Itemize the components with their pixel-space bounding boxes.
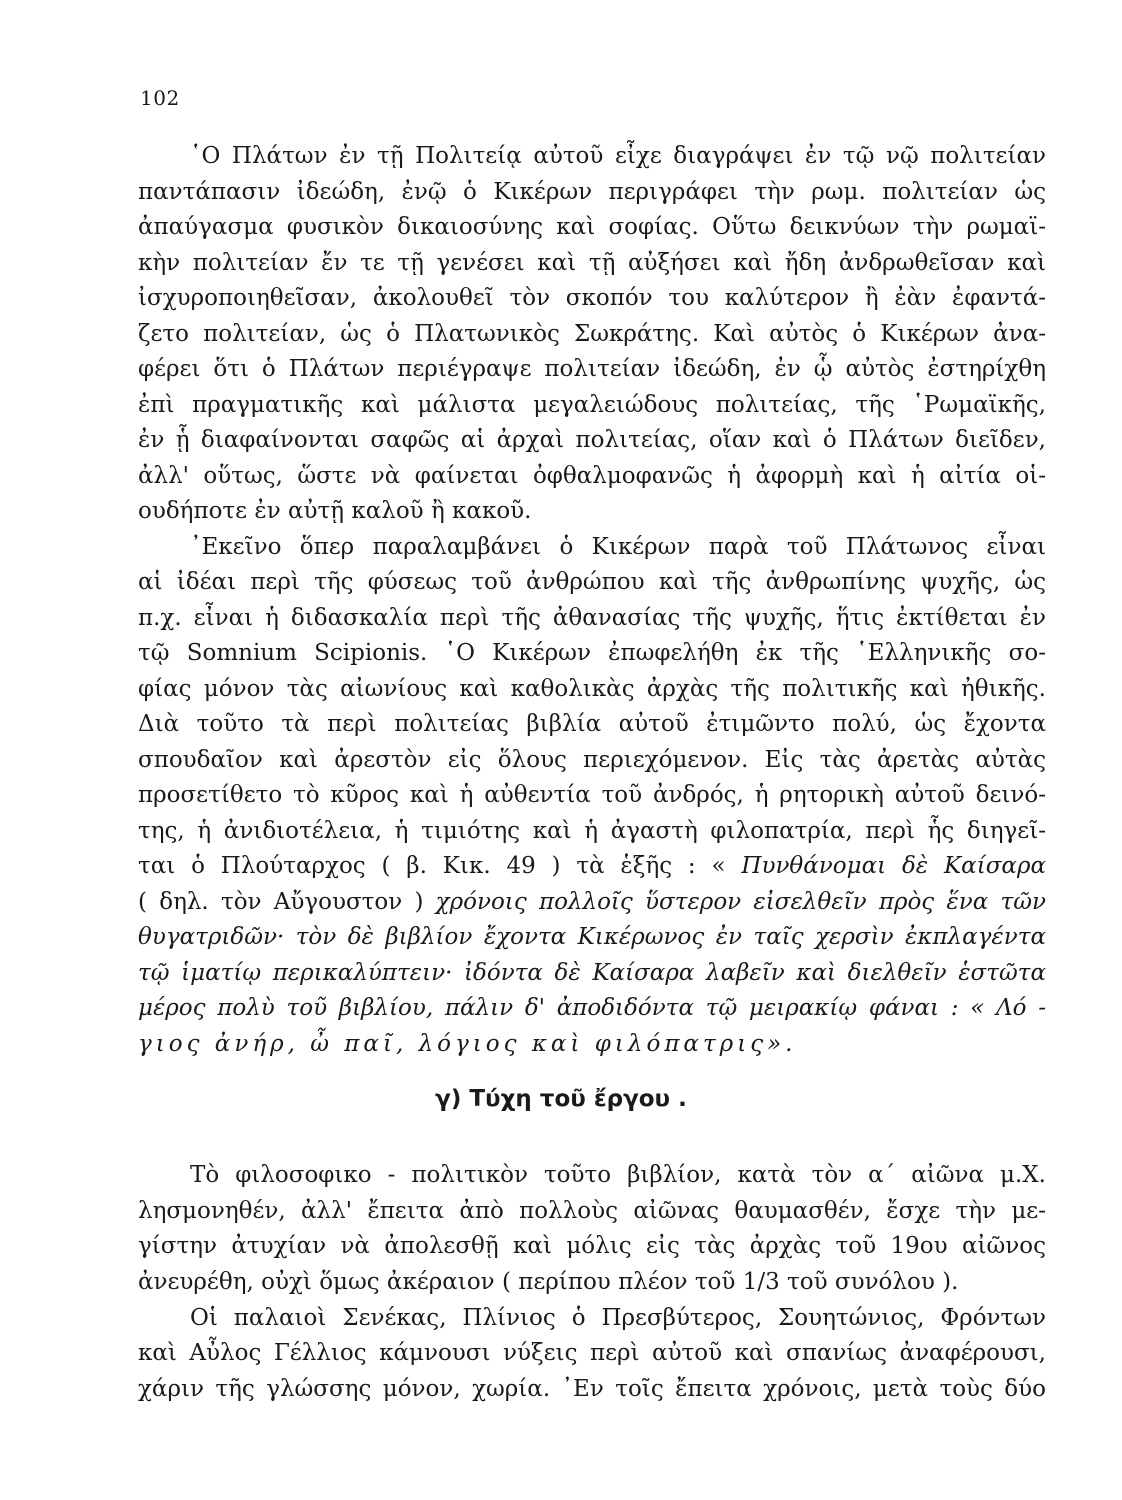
text-line: φέρει ὅτι ὁ Πλάτων περιέγραψε πολιτείαν ἰδεώδη, ἐν ᾧ αὐτὸς ἐστηρίχθη [138,356,1046,382]
text-line: Διὰ τοῦτο τὰ περὶ πολιτείας βιβλία αὐτοῦ ἐτιμῶντο πολύ, ὡς ἔχοντα [138,711,1046,737]
quote-segment: Πυνθάνομαι δὲ Καίσαρα [741,853,1046,879]
text-line: ζετο πολιτείαν, ὡς ὁ Πλατωνικὸς Σωκράτης. Καὶ αὐτὸς ὁ Κικέρων ἀνα- [138,321,1046,347]
text-line: ἐπὶ πραγματικῆς καὶ μάλιστα μεγαλειώδους πολιτείας, τῆς ῾Ρωμαϊκῆς, [138,392,1046,418]
text-line: ἀλλ' οὕτως, ὥστε νὰ φαίνεται ὀφθαλμοφανῶς ἡ ἀφορμὴ καὶ ἡ αἰτία οἱ- [138,463,1046,489]
text-line: προσετίθετο τὸ κῦρος καὶ ἡ αὐθεντία τοῦ ἀνδρός, ἡ ρητορικὴ αὐτοῦ δεινό- [138,782,1046,808]
text-line: κὴν πολιτείαν ἔν τε τῇ γενέσει καὶ τῇ αὐξήσει καὶ ἤδη ἀνδρωθεῖσαν καὶ [138,250,1046,276]
text-line: καὶ Αὖλος Γέλλιος κάμνουσι νύξεις περὶ αὐτοῦ καὶ σπανίως ἀναφέρουσι, [138,1340,1046,1366]
text-line: λησμονηθέν, ἀλλ' ἔπειτα ἀπὸ πολλοὺς αἰῶνας θαυμασθέν, ἔσχε τὴν με- [138,1198,1046,1224]
quote-line: μέρος πολὺ τοῦ βιβλίου, πάλιν δ' ἀποδιδόντα τῷ μειρακίῳ φάναι : « Λό - [138,995,1046,1021]
text-line: αἱ ἰδέαι περὶ τῆς φύσεως τοῦ ἀνθρώπου καὶ τῆς ἀνθρωπίνης ψυχῆς, ὡς [138,569,1046,595]
text-line-mixed [138,887,1046,917]
text-line: ἐν ᾗ διαφαίνονται σαφῶς αἱ ἀρχαὶ πολιτείας, οἵαν καὶ ὁ Πλάτων διεῖδεν, [138,427,1046,453]
text-segment: ται ὁ Πλούταρχος ( β. Κικ. 49 ) τὰ ἑξῆς : « [138,853,726,879]
text-line: χάριν τῆς γλώσσης μόνον, χωρία. ᾿Εν τοῖς ἔπειτα χρόνοις, μετὰ τοὺς δύο [138,1376,1046,1402]
text-line: π.χ. εἶναι ἡ διδασκαλία περὶ τῆς ἀθανασίας τῆς ψυχῆς, ἥτις ἐκτίθεται ἐν [138,605,1046,631]
text-line: Οἱ παλαιοὶ Σενέκας, Πλίνιος ὁ Πρεσβύτερος, Σουητώνιος, Φρόντων [190,1305,1046,1331]
text-line: Τὸ φιλοσοφικο - πολιτικὸν τοῦτο βιβλίον, κατὰ τὸν α΄ αἰῶνα μ.Χ. [190,1162,1046,1188]
quote-line: θυγατριδῶν· τὸν δὲ βιβλίον ἔχοντα Κικέρωνος ἐν ταῖς χερσὶν ἐκπλαγέντα [138,924,1046,950]
text-line: ῾Ο Πλάτων ἐν τῇ Πολιτείᾳ αὐτοῦ εἶχε διαγράψει ἐν τῷ νῷ πολιτείαν [190,143,1046,169]
text-segment: ( δηλ. τὸν Αὔγουστον ) [138,889,424,915]
text-line: γίστην ἀτυχίαν νὰ ἀπολεσθῇ καὶ μόλις εἰς τὰς ἀρχὰς τοῦ 19ου αἰῶνος [138,1233,1046,1259]
quote-segment: χρόνοις πολλοῖς ὕστερον εἰσελθεῖν πρὸς ἕνα τῶν [435,889,1046,915]
text-line: ᾿Εκεῖνο ὅπερ παραλαμβάνει ὁ Κικέρων παρὰ τοῦ Πλάτωνος εἶναι [190,534,1046,560]
text-line: παντάπασιν ἰδεώδη, ἐνῷ ὁ Κικέρων περιγράφει τὴν ρωμ. πολιτείαν ὡς [138,179,1046,205]
quote-line: τῷ ἱματίῳ περικαλύπτειν· ἰδόντα δὲ Καίσαρα λαβεῖν καὶ διελθεῖν ἑστῶτα [138,960,1046,986]
text-line-mixed [138,851,1046,881]
text-line: φίας μόνον τὰς αἰωνίους καὶ καθολικὰς ἀρχὰς τῆς πολιτικῆς καὶ ἠθικῆς. [138,676,1046,702]
quote-line: γιος ἀνήρ, ὦ παῖ, λόγιος καὶ φιλόπατρις». [138,1031,797,1057]
text-line: ουδήποτε ἐν αὐτῇ καλοῦ ἢ κακοῦ. [138,498,532,524]
text-line: ἰσχυροποιηθεῖσαν, ἀκολουθεῖ τὸν σκοπόν του καλύτερον ἢ ἐὰν ἐφαντά- [138,285,1046,311]
text-line: της, ἡ ἀνιδιοτέλεια, ἡ τιμιότης καὶ ἡ ἀγαστὴ φιλοπατρία, περὶ ἧς διηγεῖ- [138,818,1046,844]
text-line: ἀνευρέθη, οὐχὶ ὅμως ἀκέραιον ( περίπου πλέον τοῦ 1/3 τοῦ συνόλου ). [138,1269,959,1295]
text-line: σπουδαῖον καὶ ἀρεστὸν εἰς ὅλους περιεχόμενον. Εἰς τὰς ἀρετὰς αὐτὰς [138,747,1046,773]
section-heading: γ) Τύχη τοῦ ἔργου . [435,1086,687,1112]
text-line: ἀπαύγασμα φυσικὸν δικαιοσύνης καὶ σοφίας. Οὕτω δεικνύων τὴν ρωμαϊ- [138,214,1046,240]
text-line: τῷ Somnium Scipionis. ῾Ο Κικέρων ἐπωφελήθη ἐκ τῆς ῾Ελληνικῆς σο- [138,640,1046,666]
page-number: 102 [140,86,180,110]
